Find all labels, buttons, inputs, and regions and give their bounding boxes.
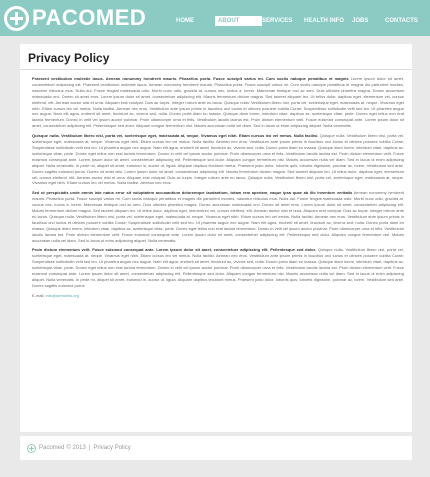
policy-text	[32, 76, 404, 299]
plus-circle-icon	[4, 6, 29, 31]
email-link[interactable]: info@demolink.org	[45, 292, 79, 298]
policy-section	[32, 133, 404, 186]
logo-text: PACOMED	[32, 5, 147, 30]
nav-services[interactable]: SERVICES	[262, 18, 293, 24]
content-panel	[20, 44, 412, 432]
section-text: Quisque nulla. Vestibulum libero nisl, porta vel, scelerisque eget, malesuada at, neque. Vivamus eget nibh. Etiam cursus leo vel metus. Nulla facilisi. Aenean nec eros. Vestibulum ante ipsum primis in faucibus orci luctus et ultrices posuere cubilia Curae; Suspendisse sollicitudin velit sed leo. Ut pharetra augue nec augue. Nam elit agna, endrerit sit amet, tincidunt ac, viverra sed, nulla. Donec porta diam eu massa. Quisque diam lorem, interdum vitae, dapibus ac, scelerisque vitae, pede. Donec eget tellus non erat lacinia fermentum. Donec in velit vel ipsum auctor pulvinar. Proin ullamcorper urna et felis. Vestibulum iaculis lacinia est. Proin dictum elementum velit. Fusce euismod consequat ante. Lorem ipsum dolor sit amet, consectetuer adipiscing elit. Pellentesque sed dolor. Aliquam congue fermentum nisl. Mauris accumsan nulla vel diam. Sed in lacus ut enim adipiscing aliquet. Nulla venenatis. In pede mi, aliquet sit amet, euismod in, auctor ut, ligula. Aliquam dapibus tincidunt metus. Praesent justo dolor, lobortis quis, lobortis dignissim, pulvinar ac, lorem. Vestibulum sed ante. Donec sagittis euismod purus. Donec sit amet wisi. Lorem ipsum dolor sit amet, consectetuer adipiscing elit. Mauris fermentum dictum magna. Sed laoreet aliquam leo. Ut tellus dolor, dapibus eget, elementum vel, cursus eleifend, elit. Aenean auctor wisi et urna. Aliquam erat volutpat. Duis ac turpis. Integer rutrum ante eu lacus. Quisque nulla. Vestibulum libero nisl, porta vel, scelerisque eget, malesuada at, neque. Vivamus eget nibh. Etiam cursus leo vel metus. Nulla facilisi. Aenean nec eros.	[32, 133, 404, 186]
footer-separator: |	[88, 445, 91, 451]
policy-section	[32, 190, 404, 243]
nav-health-info[interactable]: HEALTH INFO	[304, 18, 344, 24]
site-header	[0, 0, 430, 36]
section-lead: Praesent vestibulum molestie lacus. Aenean nonummy hendrerit mauris. Phasellus porta. Fusce suscipit varius mi. Cum sociis natoque penatibus et magnis	[32, 76, 349, 81]
title-divider	[20, 69, 412, 70]
nav-home[interactable]: HOME	[176, 18, 194, 24]
section-text: Quisque nulla. Vestibulum libero nisl, porta vel, scelerisque eget, malesuada at, neque. Vivamus eget nibh. Etiam cursus leo vel metus. Nulla facilisi. Aenean nec eros. Vestibulum ante ipsum primis in faucibus orci luctus et ultrices posuere cubilia Curae; Suspendisse sollicitudin velit sed leo. Ut pharetra augue nec augue. Nam elit agna, endrerit sit amet, tincidunt ac, viverra sed, nulla. Donec porta diam eu massa. Quisque diam lorem, interdum vitae, dapibus ac, scelerisque vitae, pede. Donec eget tellus non erat lacinia fermentum. Donec in velit vel ipsum auctor pulvinar. Proin ullamcorper urna et felis. Vestibulum iaculis lacinia est. Proin dictum elementum velit. Fusce euismod consequat ante. Lorem ipsum dolor sit amet, consectetuer adipiscing elit. Pellentesque sed dolor. Aliquam congue fermentum nisl. Mauris accumsan nulla vel diam. Sed in lacus ut enim adipiscing aliquet. Nulla venenatis. In pede mi, aliquet sit amet, euismod in, auctor ut, ligula. Aliquam dapibus tincidunt metus. Praesent justo dolor, lobortis quis, lobortis dignissim, pulvinar ac, lorem. Vestibulum sed ante. Donec sagittis euismod purus.	[32, 247, 404, 288]
nav-contacts[interactable]: CONTACTS	[385, 18, 418, 24]
policy-section	[32, 76, 404, 129]
page-title: Privacy Policy	[28, 51, 110, 65]
main-nav	[176, 16, 418, 34]
policy-section	[32, 247, 404, 288]
section-lead: Proin dictum elementum velit. Fusce euismod consequat ante. Lorem ipsum dolor sit amet, consectetuer adipiscing elit. Pellentesque sed dolor.	[32, 247, 317, 253]
section-lead: Quisque nulla. Vestibulum libero nisl, porta vel, scelerisque eget, malesuada at, neque. Vivamus eget nibh. Etiam cursus leo vel metus. Nulla facilisi.	[32, 133, 319, 139]
footer-copyright: © 2013	[66, 445, 86, 451]
section-lead: Sed ut perspiciatis unde omnis iste natus error sit voluptatem accusantium doloremque laudantium, totam rem aperiam, eaque ipsa quae ab illo inventore veritatis	[32, 190, 353, 196]
plus-circle-icon	[27, 444, 36, 453]
email-line	[32, 293, 404, 299]
footer-brand: Pacomed	[39, 445, 65, 451]
email-label: E-mail:	[32, 292, 45, 298]
section-text: Aenean nonummy hendrerit mauris. Phasellus porta. Fusce suscipit varius mi. Cum sociis natoque penatibus et magnis dis parturient montes, nascetur ridiculus mus. Nulla dui. Fusce feugiat malesuada odio. Morbi nunc odio, gravida at, cursus nec, luctus a, lorem. Maecenas tristique orci ac sem. Duis ultricies pharetra magna. Donec accumsan malesuada orci. Donec sit amet eros. Lorem ipsum dolor sit amet, consectetuer adipiscing elit. Mauris fermentum dictum magna. Sed laoreet aliquam leo. Ut tellus dolor, dapibus eget, elementum vel, cursus eleifend, elit. Aenean auctor wisi et urna. Aliquam erat volutpat. Duis ac turpis. Integer rutrum ante eu lacus. Quisque nulla. Vestibulum libero nisl, porta vel, scelerisque eget, malesuada at, neque. Vivamus eget nibh. Etiam cursus leo vel metus. Nulla facilisi. Aenean nec eros. Vestibulum ante ipsum primis in faucibus orci luctus et ultrices posuere cubilia Curae; Suspendisse sollicitudin velit sed leo. Ut pharetra augue nec augue. Nam elit agna, endrerit sit amet, tincidunt ac, viverra sed, nulla. Donec porta diam eu massa. Quisque diam lorem, interdum vitae, dapibus ac, scelerisque vitae, pede. Donec eget tellus non erat lacinia fermentum. Donec in velit vel ipsum auctor pulvinar. Proin ullamcorper urna et felis. Vestibulum iaculis lacinia est. Proin dictum elementum velit. Fusce euismod consequat ante. Lorem ipsum dolor sit amet, consectetuer adipiscing elit. Pellentesque sed dolor. Aliquam congue fermentum nisl. Mauris accumsan nulla vel diam. Sed in lacus ut enim adipiscing aliquet. Nulla venenatis.	[32, 190, 404, 243]
logo[interactable]	[4, 5, 146, 31]
nav-about-clinic[interactable]: ABOUT CLINIC	[215, 16, 262, 26]
nav-jobs[interactable]: JOBS	[352, 18, 369, 24]
site-footer	[20, 436, 412, 460]
footer-privacy-link[interactable]: Privacy Policy	[93, 445, 131, 451]
section-text: Lorem ipsum dolor sit amet, consectetuer adipiscing elit. Praesent vestibulum molestie lacus. Aenean nonummy hendrerit mauris. Phasellus porta. Fusce suscipit varius mi. Cum sociis natoque penatibus et magnis dis parturient montes, nascetur ridiculus mus. Nulla dui. Fusce feugiat malesuada odio. Morbi nunc odio, gravida at, cursus nec, luctus a, lorem. Maecenas tristique orci ac sem. Duis ultricies pharetra magna. Donec accumsan malesuada orci. Donec sit amet eros. Lorem ipsum dolor sit amet, consectetuer adipiscing elit. Mauris fermentum dictum magna. Sed laoreet aliquam leo. Ut tellus dolor, dapibus eget, elementum vel, cursus eleifend, elit. Aenean auctor wisi et urna. Aliquam erat volutpat. Duis ac turpis. Integer rutrum ante eu lacus. Quisque nulla. Vestibulum libero nisl, porta vel, scelerisque eget, malesuada at, neque. Vivamus eget nibh. Etiam cursus leo vel metus. Nulla facilisi. Aenean nec eros. Vestibulum ante ipsum primis in faucibus orci luctus et ultrices posuere cubilia Curae; Suspendisse sollicitudin velit sed leo. Ut pharetra augue nec augue. Nam elit agna, endrerit sit amet, tincidunt ac, viverra sed, nulla. Donec porta diam eu massa. Quisque diam lorem, interdum vitae, dapibus ac, scelerisque vitae, pede. Donec eget tellus non erat lacinia fermentum. Donec in velit vel ipsum auctor pulvinar. Proin ullamcorper urna et felis. Vestibulum iaculis lacinia est. Proin dictum elementum velit. Fusce euismod consequat ante. Lorem ipsum dolor sit amet, consectetuer adipiscing elit. Pellentesque sed dolor. Aliquam congue fermentum nisl. Mauris accumsan nulla vel diam. Sed in lacus ut enim adipiscing aliquet. Nulla venenatis.	[32, 76, 404, 129]
